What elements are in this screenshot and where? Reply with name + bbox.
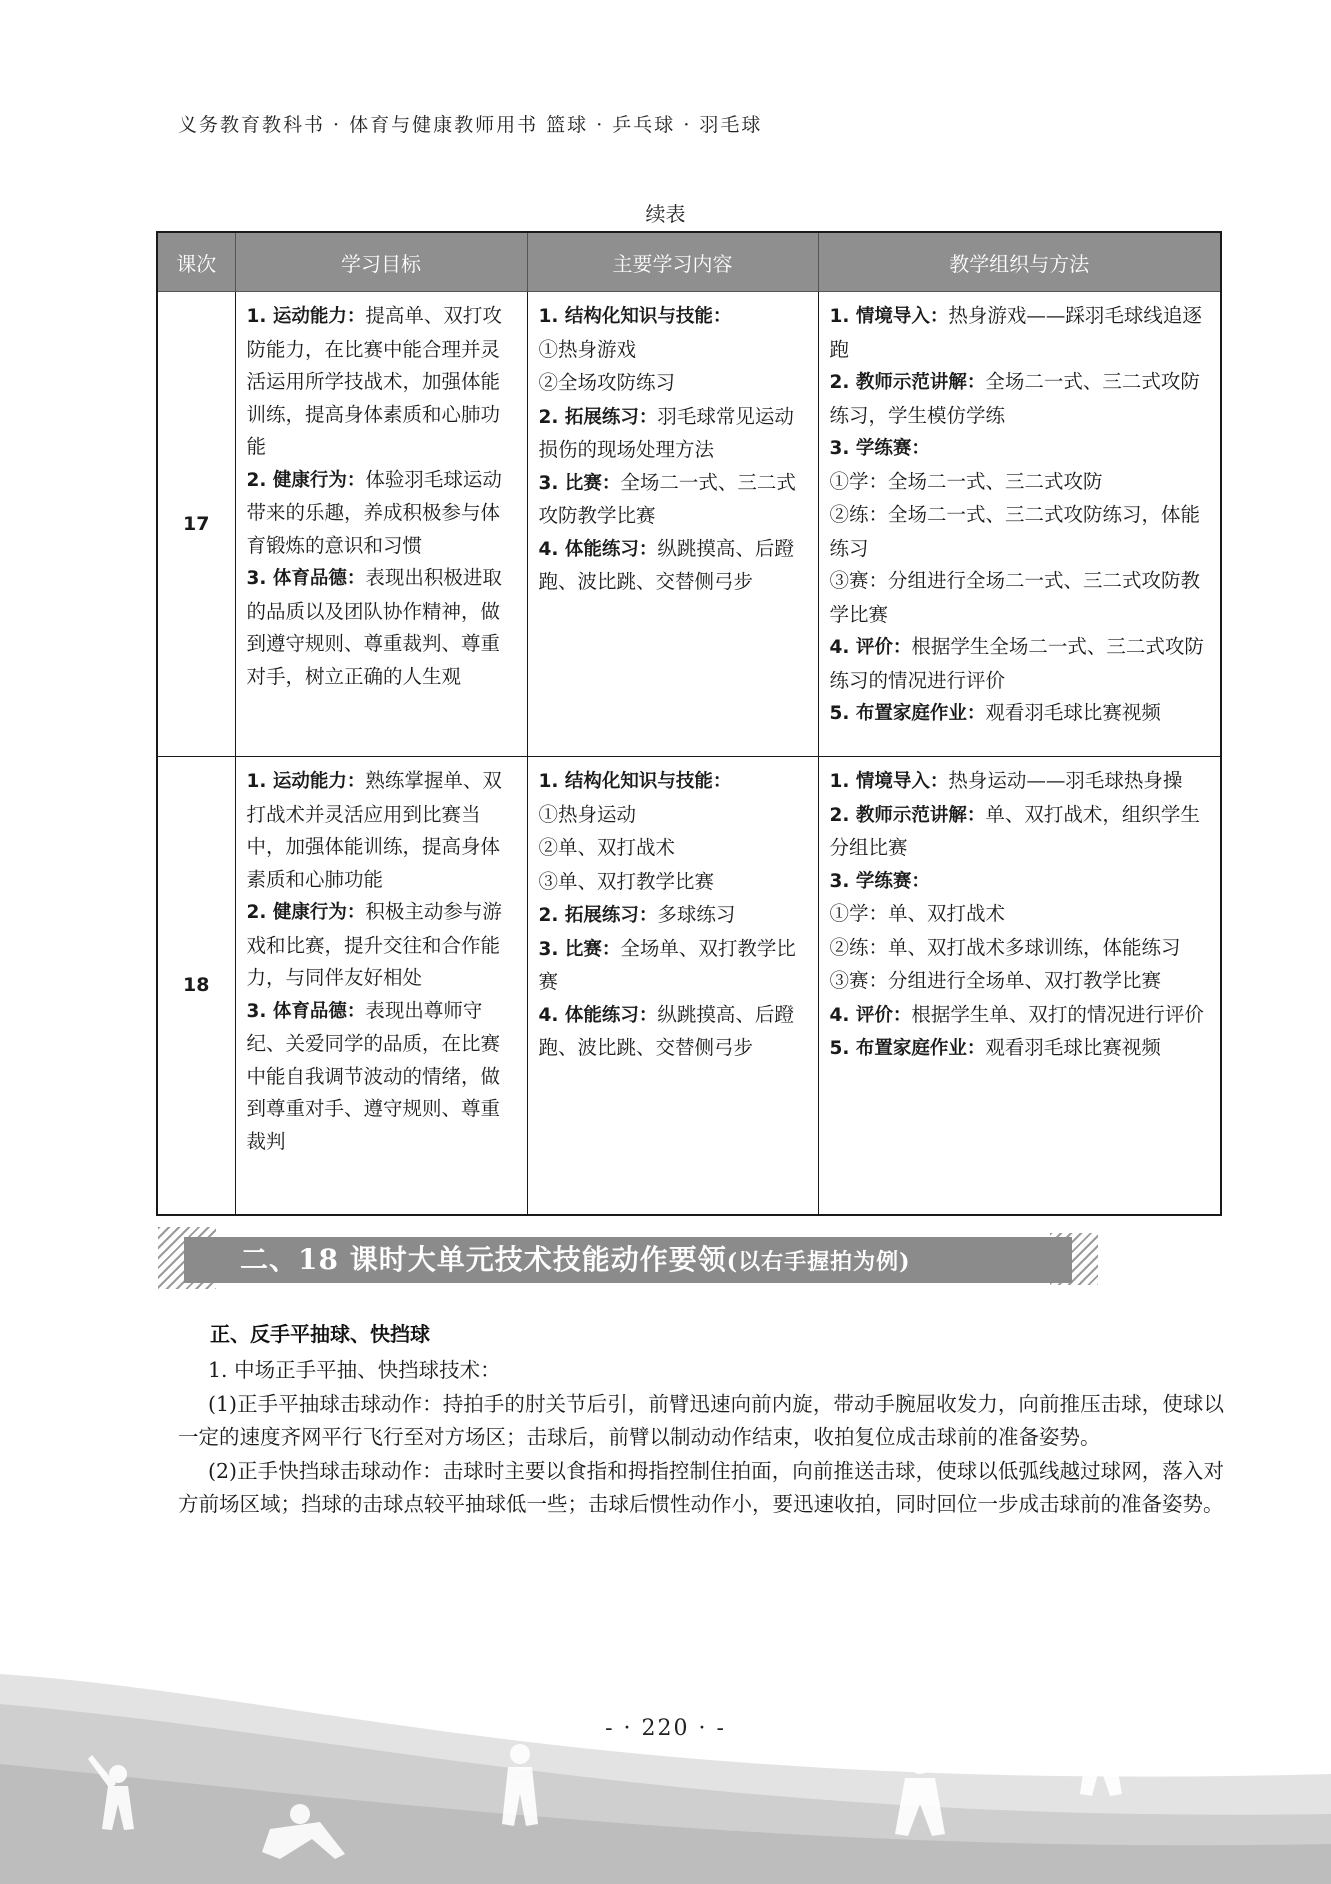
section-title-note: (以右手握拍为例) bbox=[726, 1249, 911, 1275]
section-heading-band bbox=[158, 1227, 1098, 1289]
cell-item: 2. 健康行为：体验羽毛球运动带来的乐趣，养成积极参与体育锻炼的意识和习惯 bbox=[246, 467, 502, 557]
cell-item: 4. 体能练习：纵跳摸高、后蹬跑、波比跳、交替侧弓步 bbox=[538, 536, 794, 593]
goals-cell bbox=[235, 757, 527, 1216]
cell-item: 1. 运动能力：熟练掌握单、双打战术并灵活应用到比赛当中，加强体能训练，提高身体素质和心肺功能 bbox=[246, 769, 502, 891]
subheading: 正、反手平抽球、快挡球 bbox=[210, 1322, 430, 1346]
lesson-number: 18 bbox=[157, 757, 235, 1216]
cell-item: 1. 运动能力：提高单、双打攻防能力，在比赛中能合理并灵活运用所学技战术，加强体能训练，提高身体素质和心肺功能 bbox=[246, 304, 502, 458]
cell-item: 3. 学练赛： bbox=[829, 438, 930, 459]
cell-item: ①学：单、双打战术 bbox=[829, 902, 1006, 925]
cell-item: 2. 教师示范讲解：单、双打战术，组织学生分组比赛 bbox=[829, 802, 1200, 859]
cell-item: 5. 布置家庭作业：观看羽毛球比赛视频 bbox=[829, 701, 1161, 724]
page-number: - · 220 · - bbox=[605, 1716, 726, 1741]
paragraph: (1)正手平抽球击球动作：持拍手的肘关节后引，前臂迅速向前内旋，带动手腕屈收发力，向前推压击球，使球以一定的速度齐网平行飞行至对方场区；击球后，前臂以制动动作结束，收拍复位成击球前的准备姿势。 bbox=[178, 1391, 1224, 1449]
cell-item: 4. 评价：根据学生全场二一式、三二式攻防练习的情况进行评价 bbox=[829, 635, 1204, 692]
goals-cell bbox=[235, 292, 527, 757]
methods-cell bbox=[818, 757, 1221, 1216]
paragraph: (2)正手快挡球击球动作：击球时主要以食指和拇指控制住拍面，向前推送击球，使球以低弧线越过球网，落入对方前场区域；挡球的击球点较平抽球低一些；击球后惯性动作小，要迅速收拍，同时回位一步成击球前的准备姿势。 bbox=[178, 1458, 1224, 1516]
cell-item: 4. 体能练习：纵跳摸高、后蹬跑、波比跳、交替侧弓步 bbox=[538, 1002, 794, 1059]
cell-item: ①热身游戏 bbox=[538, 337, 637, 361]
table-row bbox=[157, 292, 1221, 757]
table-row bbox=[157, 757, 1221, 1216]
header-methods: 教学组织与方法 bbox=[818, 232, 1221, 292]
paragraph: 1. 中场正手平抽、快挡球技术： bbox=[208, 1358, 501, 1382]
table-caption: 续表 bbox=[645, 202, 686, 226]
cell-item: 1. 情境导入：热身游戏——踩羽毛球线追逐跑 bbox=[829, 304, 1202, 361]
cell-item: 3. 比赛：全场二一式、三二式攻防教学比赛 bbox=[538, 470, 796, 527]
running-head: 义务教育教科书 · 体育与健康教师用书 篮球 · 乒乓球 · 羽毛球 bbox=[178, 114, 763, 136]
cell-item: 1. 结构化知识与技能： bbox=[538, 306, 732, 327]
cell-item: ③赛：分组进行全场二一式、三二式攻防教学比赛 bbox=[829, 569, 1201, 626]
content-cell bbox=[527, 757, 818, 1216]
cell-item: 1. 结构化知识与技能： bbox=[538, 771, 732, 792]
lesson-plan-table bbox=[156, 231, 1222, 1216]
cell-item: 2. 拓展练习：多球练习 bbox=[538, 903, 736, 926]
cell-item: ①学：全场二一式、三二式攻防 bbox=[829, 469, 1103, 493]
cell-item: 2. 健康行为：积极主动参与游戏和比赛，提升交往和合作能力，与同伴友好相处 bbox=[246, 900, 502, 989]
cell-item: 1. 情境导入：热身运动——羽毛球热身操 bbox=[829, 769, 1183, 792]
cell-item: ①热身运动 bbox=[538, 802, 637, 826]
table-header-row bbox=[157, 232, 1221, 292]
cell-item: ③赛：分组进行全场单、双打教学比赛 bbox=[829, 969, 1162, 992]
body-text bbox=[178, 1354, 1224, 1522]
cell-item: 2. 拓展练习：羽毛球常见运动损伤的现场处理方法 bbox=[538, 404, 794, 461]
cell-item: ②练：全场二一式、三二式攻防练习，体能练习 bbox=[829, 503, 1201, 560]
cell-item: 4. 评价：根据学生单、双打的情况进行评价 bbox=[829, 1002, 1204, 1026]
section-title: 二、18 课时大单元技术技能动作要领(以右手握拍为例) bbox=[184, 1237, 1072, 1283]
header-lesson: 课次 bbox=[157, 232, 235, 292]
cell-item: 3. 学练赛： bbox=[829, 870, 930, 892]
cell-item: 3. 比赛：全场单、双打教学比赛 bbox=[538, 936, 796, 993]
cell-item: ②全场攻防练习 bbox=[538, 371, 676, 394]
cell-item: ②单、双打战术 bbox=[538, 836, 676, 859]
cell-item: 3. 体育品德：表现出尊师守纪、关爱同学的品质，在比赛中能自我调节波动的情绪，做到尊重对手、遵守规则、尊重裁判 bbox=[246, 998, 501, 1153]
cell-item: 5. 布置家庭作业：观看羽毛球比赛视频 bbox=[829, 1036, 1161, 1059]
cell-item: ②练：单、双打战术多球训练，体能练习 bbox=[829, 935, 1181, 959]
content-cell bbox=[527, 292, 818, 757]
methods-cell bbox=[818, 292, 1221, 757]
lesson-number: 17 bbox=[157, 292, 235, 757]
header-goals: 学习目标 bbox=[235, 232, 527, 292]
header-content: 主要学习内容 bbox=[527, 232, 818, 292]
cell-item: 2. 教师示范讲解：全场二一式、三二式攻防练习，学生模仿学练 bbox=[829, 370, 1200, 427]
footer-decoration bbox=[0, 1654, 1331, 1884]
cell-item: 3. 体育品德：表现出积极进取的品质以及团队协作精神，做到遵守规则、尊重裁判、尊重对手，树立正确的人生观 bbox=[246, 566, 502, 688]
cell-item: ③单、双打教学比赛 bbox=[538, 869, 715, 893]
